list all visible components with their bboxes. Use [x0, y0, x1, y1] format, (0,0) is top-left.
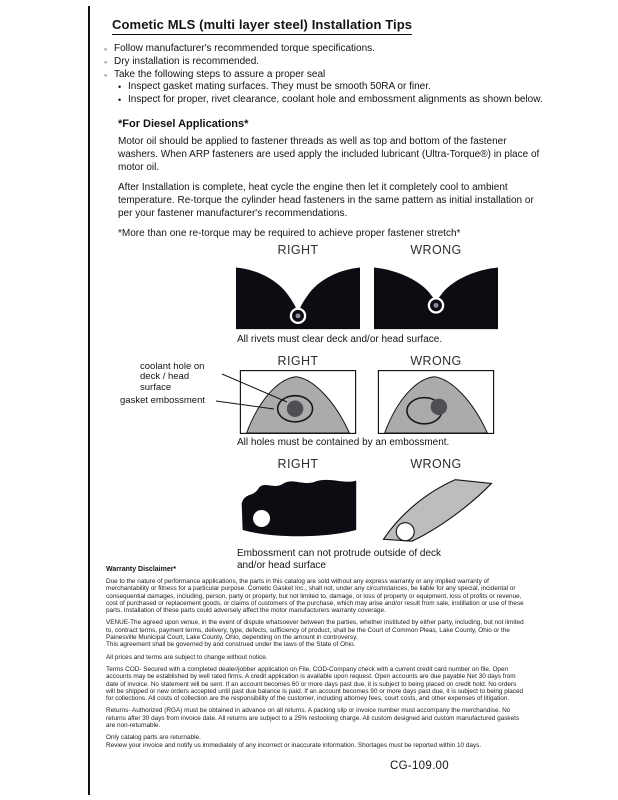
tip-text: Dry installation is recommended. [114, 55, 260, 67]
wrong-label: WRONG [410, 242, 462, 257]
list-item [104, 56, 550, 69]
open-bullet-icon: ◦ [104, 69, 108, 80]
protrusion-wrong-diagram [374, 473, 498, 545]
warranty-paragraph: Terms COD- Secured with a completed dealer/jobber application on File, COD-Company check with a current credit card number on file. Open accounts may be established by well rated firms. A credit application is available upon request. Open accounts are due payable Net 30 days from date of invoice. No statement will be sent. If an account becomes 60 or more days past due, it is subject to being placed on credit hold. No orders will be shipped or new orders accepted until past due balance is paid. If an account becomes 90 or more days past due, it is subject to being placed for collections. All costs of collection are the responsibility of the customer, including attorney fees, court costs, and other expenses of litigation. [106, 665, 524, 703]
gasket-embossment-annotation: gasket embossment [120, 394, 206, 406]
bullet-icon: • [118, 95, 122, 106]
coolant-hole-annotation: coolant hole on deck / head surface [140, 360, 205, 393]
list-item [118, 81, 550, 94]
warranty-disclaimer-section [106, 566, 524, 754]
diagram-headers [236, 457, 498, 471]
warranty-heading: Warranty Disclaimer* [106, 566, 177, 573]
installation-tips-list [104, 43, 550, 107]
rivet-center [296, 313, 301, 318]
open-bullet-icon: ◦ [104, 56, 108, 67]
diesel-paragraph: Motor oil should be applied to fastener threads as well as top and bottom of the fastener washers. When ARP fasteners are used apply the included lubricant (Ultra-Torque®) in place of motor oil. [118, 135, 540, 173]
diagram-images [236, 473, 498, 545]
diagram-images [236, 370, 498, 434]
list-item [104, 43, 550, 56]
tip-text: Inspect for proper, rivet clearance, coolant hole and embossment alignments as shown below. [128, 94, 543, 106]
diesel-heading: *For Diesel Applications* [118, 117, 249, 130]
rivet-right-diagram [236, 259, 360, 331]
open-bullet-icon: ◦ [104, 44, 108, 54]
retorque-note: *More than one re-torque may be required to achieve proper fastener stretch* [118, 227, 461, 239]
list-item [104, 69, 550, 82]
tip-text: Inspect gasket mating surfaces. They must be smooth 50RA or finer. [128, 81, 431, 93]
warranty-paragraph: All prices and terms are subject to change without notice. [106, 653, 268, 661]
embossment-wrong-diagram [374, 370, 498, 434]
warranty-paragraph: Review your invoice and notify us immediately of any incorrect or inaccurate information. Shortages must be reported within 10 days. [106, 741, 482, 749]
embossment-right-diagram [236, 370, 360, 434]
diagram-hole-embossment [120, 353, 498, 449]
warranty-paragraph: Due to the nature of performance applications, the parts in this catalog are sold without any express warranty or any implied warranty of merchantability or fitness for a particular purpose. Cometic Gasket Inc., shall not, under any circumstances, be liable for any special, incidental or consequential damages, including, person, party or property, but not limited to, damage, or loss of property or equipment, loss of profits or revenue, cost of purchased or replacement goods, or claims of customers of the purchase, which may arise and/or result from sale, instillation or use of these parts. Installation of these parts could adversely affect the motor manufacturers warranty coverage. [106, 578, 524, 615]
right-label: RIGHT [277, 242, 319, 257]
diesel-paragraph: After Installation is complete, heat cycle the engine then let it completely cool to ambient temperature. Re-torque the cylinder head fasteners in the same pattern as initial installation or per your fastener manufacturer's recommendations. [118, 181, 534, 219]
diagram-headers [236, 243, 498, 257]
sub-tips-list [118, 81, 550, 107]
right-label: RIGHT [277, 353, 319, 368]
warranty-paragraph: This agreement shall be governed by and construed under the laws of the State of Ohio. [106, 641, 356, 649]
wrong-label: WRONG [410, 456, 462, 471]
coolant-hole [431, 399, 447, 415]
diagram-caption: All holes must be contained by an embossment. [237, 436, 450, 448]
diagram-caption: Embossment can not protrude outside of deck and/or head surface [237, 547, 442, 571]
page-border-line [88, 6, 90, 795]
diagram-rivet-clearance [236, 243, 498, 346]
diesel-applications-section [118, 118, 546, 240]
rivet-wrong-diagram [374, 259, 498, 331]
embossment-hole [253, 510, 270, 527]
diagram-images [236, 259, 498, 331]
embossment-hole [396, 523, 414, 541]
warranty-paragraph: Only catalog parts are returnable. [106, 734, 201, 742]
list-item [118, 94, 550, 107]
warranty-paragraph: Returns- Authorized (RGA) must be obtained in advance on all returns. A packing slip or invoice number must accompany the merchandise. No returns after 30 days from invoice date. All returns are subject to a 25% restocking charge. All custom designed and custom manufactured gaskets are non-returnable. [106, 707, 520, 730]
warranty-paragraph: VENUE-The agreed upon venue, in the event of dispute whatsoever between the parties, whether instituted by either party, including, but not limited to, contract terms, payment terms, delivery, type, defects, sufficiency of product, shall be the Court of Common Pleas, Lake County, Ohio or the Painesville Municipal Court, Lake County, Ohio, depending on the amount in controversy. [106, 619, 524, 642]
catalog-page [98, 16, 550, 580]
tip-text: Take the following steps to assure a proper seal [114, 68, 326, 80]
diagram-caption: All rivets must clear deck and/or head surface. [237, 333, 443, 345]
tip-text: Follow manufacturer's recommended torque specifications. [114, 43, 375, 54]
coolant-hole [287, 401, 303, 417]
right-label: RIGHT [277, 456, 319, 471]
deck-shape [242, 480, 357, 536]
rivet-center [434, 303, 439, 308]
diagram-headers [236, 354, 498, 368]
page-title: Cometic MLS (multi layer steel) Installation Tips [112, 17, 412, 35]
wrong-label: WRONG [410, 353, 462, 368]
page-number: CG-109.00 [390, 760, 449, 772]
bullet-icon: • [118, 82, 122, 93]
protrusion-right-diagram [236, 473, 360, 545]
diagram-embossment-protrusion [236, 457, 498, 572]
